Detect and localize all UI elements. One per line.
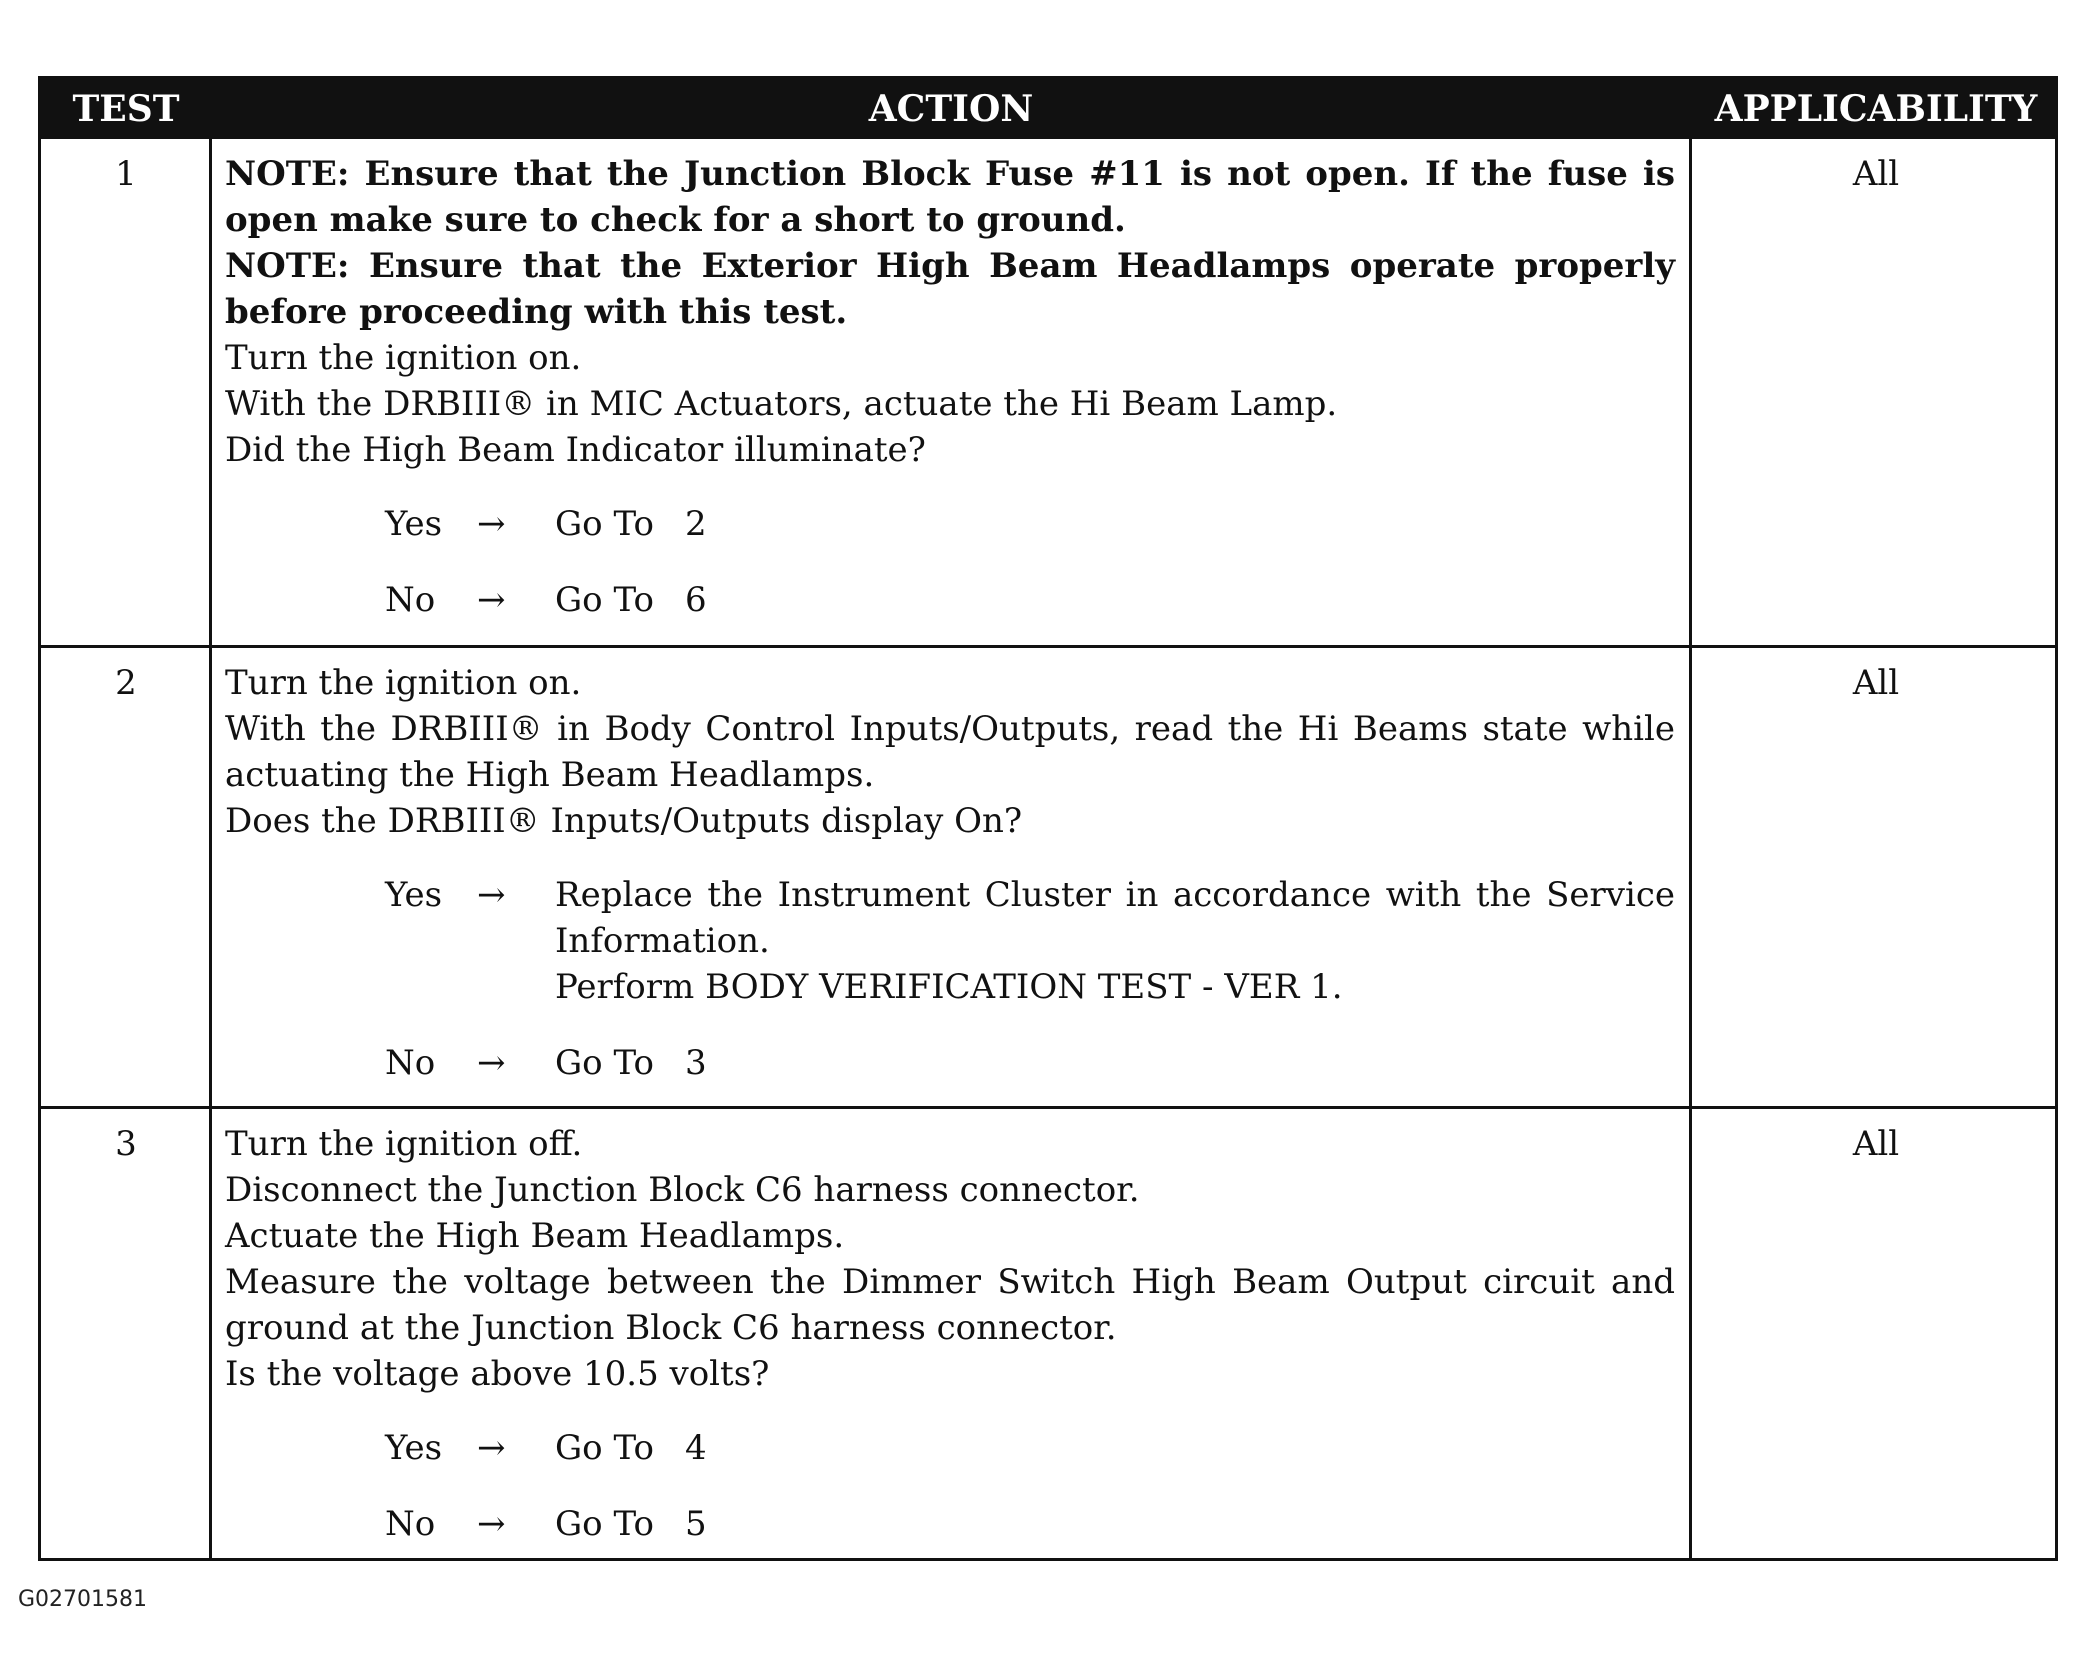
- step-text: Turn the ignition off.: [225, 1124, 583, 1164]
- arrow-icon: →: [477, 1504, 506, 1544]
- step-text: Measure the voltage between the Dimmer Switch High Beam Output circuit and ground at the Junction Block C6 harness connector.: [225, 1262, 1675, 1348]
- table-row: [41, 139, 2055, 648]
- branch-answer: No: [385, 1043, 436, 1083]
- step-text: With the DRBIII® in Body Control Inputs/Outputs, read the Hi Beams state while actuating the High Beam Headlamps.: [225, 709, 1675, 795]
- branch-answer: Yes: [385, 875, 443, 915]
- yes-branch: [225, 501, 1675, 547]
- goto-number: 5: [685, 1504, 707, 1544]
- step-text: Does the DRBIII® Inputs/Outputs display On?: [225, 801, 1023, 841]
- test-number: 1: [115, 154, 137, 194]
- figure-id: G02701581: [18, 1587, 148, 1612]
- goto-label: Go To: [555, 504, 654, 544]
- header-test: TEST: [72, 88, 180, 130]
- action-cell: [225, 660, 1675, 1116]
- branch-result: Replace the Instrument Cluster in accordance with the Service Information.: [555, 875, 1675, 961]
- goto-label: Go To: [555, 1043, 654, 1083]
- step-text: Turn the ignition on.: [225, 338, 582, 378]
- no-branch: [225, 577, 1675, 623]
- branch-answer: Yes: [385, 1428, 443, 1468]
- yes-branch: [225, 1425, 1675, 1471]
- table-row: [41, 648, 2055, 1109]
- step-text: Disconnect the Junction Block C6 harness connector.: [225, 1170, 1140, 1210]
- test-number: 2: [115, 663, 137, 703]
- goto-number: 3: [685, 1043, 707, 1083]
- arrow-icon: →: [477, 504, 506, 544]
- note-text: NOTE: Ensure that the Exterior High Beam Headlamps operate properly before proceeding with this test.: [225, 246, 1675, 332]
- goto-number: 4: [685, 1428, 707, 1468]
- test-number: 3: [115, 1124, 137, 1164]
- diagnostic-test-table: [38, 76, 2058, 1561]
- step-text: Is the voltage above 10.5 volts?: [225, 1354, 770, 1394]
- goto-label: Go To: [555, 1504, 654, 1544]
- action-cell: [225, 151, 1675, 653]
- applicability-value: All: [1852, 663, 1900, 703]
- step-text: Turn the ignition on.: [225, 663, 582, 703]
- branch-answer: Yes: [385, 504, 443, 544]
- applicability-value: All: [1852, 1124, 1900, 1164]
- arrow-icon: →: [477, 580, 506, 620]
- branch-result: Perform BODY VERIFICATION TEST - VER 1.: [555, 967, 1343, 1007]
- table-header: [41, 79, 2055, 139]
- no-branch: [225, 1040, 1675, 1086]
- table-row: [41, 1109, 2055, 1558]
- goto-label: Go To: [555, 580, 654, 620]
- yes-branch: [225, 872, 1675, 1010]
- arrow-icon: →: [477, 875, 506, 915]
- step-text: With the DRBIII® in MIC Actuators, actuate the Hi Beam Lamp.: [225, 384, 1338, 424]
- goto-number: 2: [685, 504, 707, 544]
- step-text: Actuate the High Beam Headlamps.: [225, 1216, 845, 1256]
- arrow-icon: →: [477, 1043, 506, 1083]
- action-cell: [225, 1121, 1675, 1577]
- header-action: ACTION: [868, 88, 1034, 130]
- goto-label: Go To: [555, 1428, 654, 1468]
- no-branch: [225, 1501, 1675, 1547]
- applicability-value: All: [1852, 154, 1900, 194]
- branch-answer: No: [385, 1504, 436, 1544]
- arrow-icon: →: [477, 1428, 506, 1468]
- branch-answer: No: [385, 580, 436, 620]
- header-applicability: APPLICABILITY: [1714, 88, 2038, 130]
- note-text: NOTE: Ensure that the Junction Block Fuse #11 is not open. If the fuse is open make sure to check for a short to ground.: [225, 154, 1675, 240]
- goto-number: 6: [685, 580, 707, 620]
- step-text: Did the High Beam Indicator illuminate?: [225, 430, 926, 470]
